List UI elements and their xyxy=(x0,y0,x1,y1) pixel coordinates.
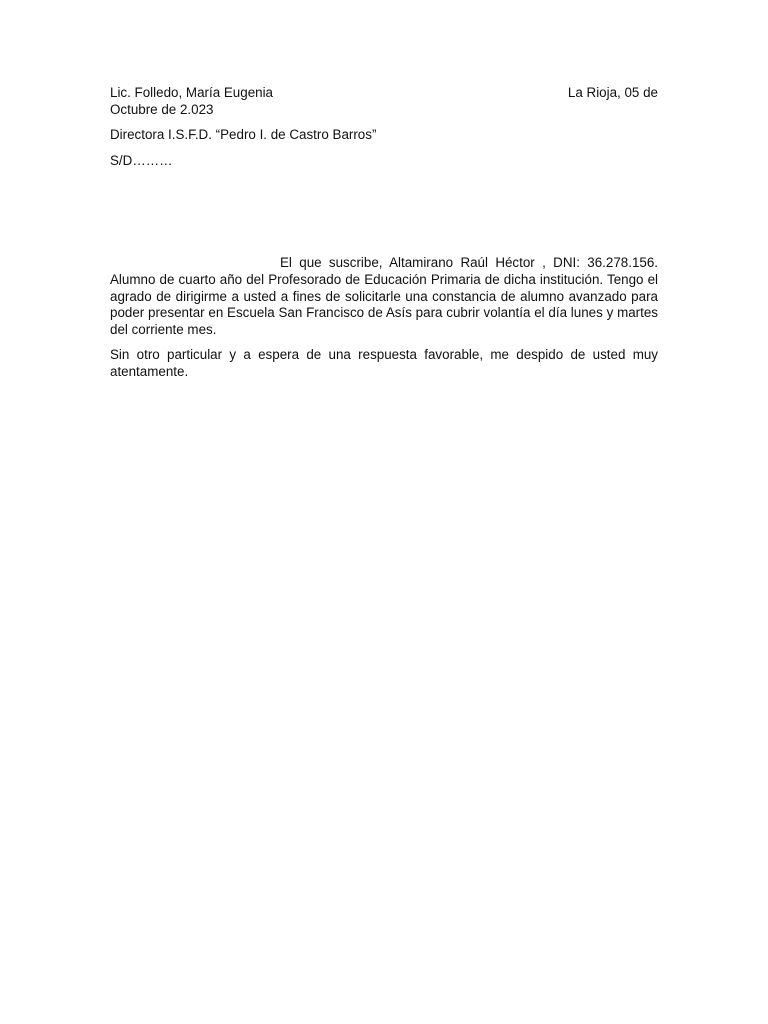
spacer xyxy=(110,118,658,127)
date-line-end: Octubre de 2.023 xyxy=(110,101,214,117)
spacer xyxy=(110,144,658,153)
spacer xyxy=(110,169,658,255)
header-line xyxy=(110,85,658,102)
sender-name: Lic. Folledo, María Eugenia xyxy=(110,85,274,100)
recipient-title: Directora I.S.F.D. “Pedro I. de Castro Barros” xyxy=(110,127,377,143)
salutation: S/D……… xyxy=(110,152,173,168)
body-paragraph-1: El que suscribe, Altamirano Raúl Héctor , DNI: 36.278.156. Alumno de cuarto año del Profesorado de Educación Primaria de dicha institución. Tengo el agrado de dirigirme a usted a fines de solicitarle una constancia de alumno avanzado para poder presentar en Escuela San Francisco de Asís para cubrir volantía el día lunes y martes del corriente mes. xyxy=(110,255,658,337)
letter-body xyxy=(110,85,658,381)
body-paragraph-2: Sin otro particular y a espera de una respuesta favorable, me despido de usted muy atentamente. xyxy=(110,347,658,379)
date-line-start: La Rioja, 05 de xyxy=(567,85,658,100)
spacer xyxy=(110,338,658,347)
